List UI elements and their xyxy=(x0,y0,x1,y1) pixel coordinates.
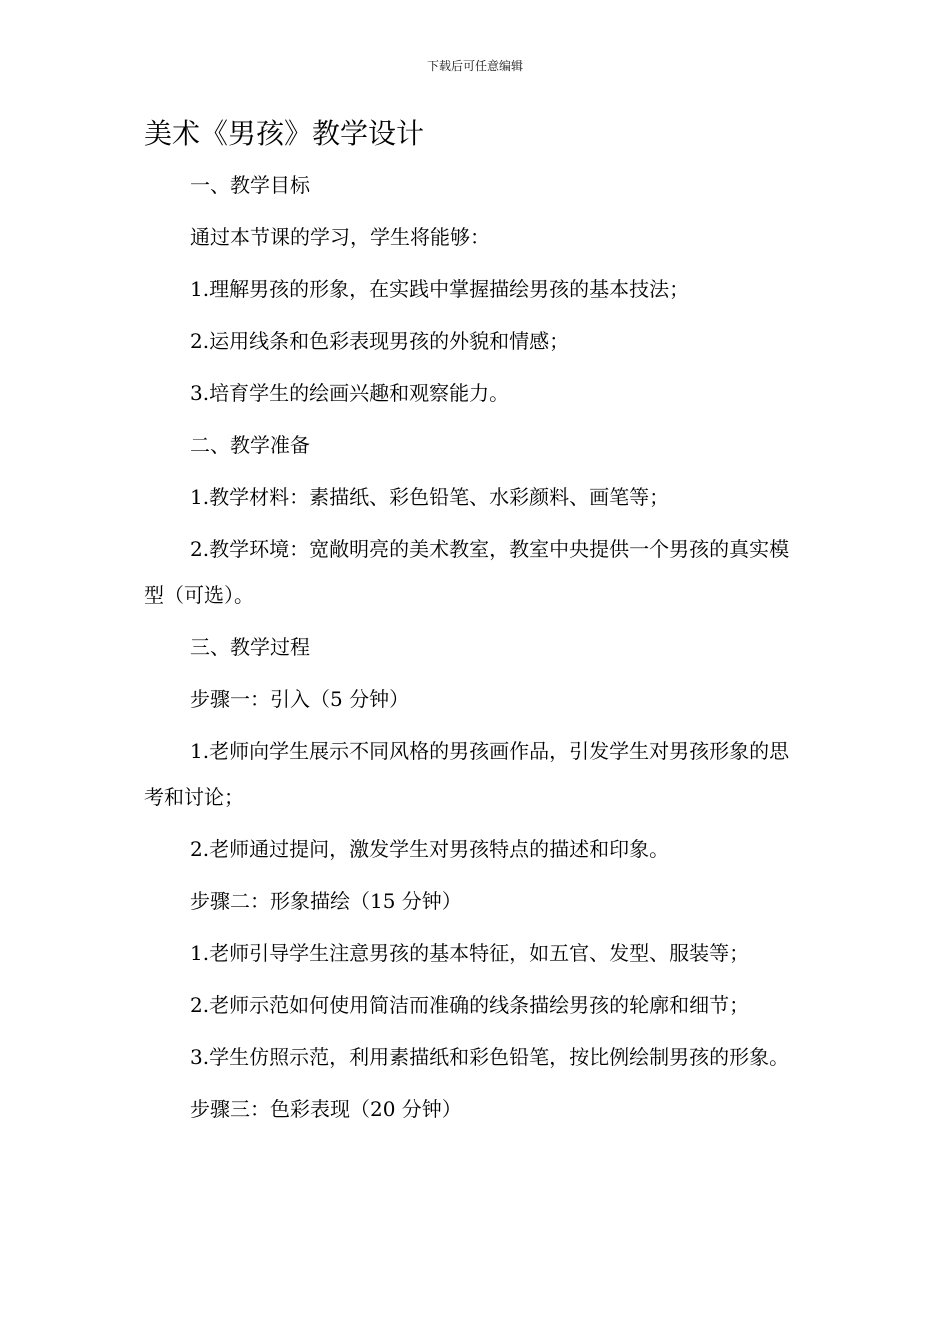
step-heading-2: 步骤二：形象描绘（15 分钟） xyxy=(190,889,462,913)
list-item-step1-2: 2.老师通过提问，激发学生对男孩特点的描述和印象。 xyxy=(190,837,670,861)
section-heading-preparation: 二、教学准备 xyxy=(190,433,310,457)
paragraph-intro: 通过本节课的学习，学生将能够： xyxy=(190,225,490,249)
page-header: 下载后可任意编辑 xyxy=(426,59,523,73)
section-heading-objectives: 一、教学目标 xyxy=(190,173,310,197)
list-item-environment: 2.教学环境：宽敞明亮的美术教室，教室中央提供一个男孩的真实模型（可选）。 xyxy=(144,537,790,607)
step-heading-1: 步骤一：引入（5 分钟） xyxy=(190,687,410,711)
list-item-objective-3: 3.培育学生的绘画兴趣和观察能力。 xyxy=(190,381,510,405)
step-heading-3: 步骤三：色彩表现（20 分钟） xyxy=(190,1097,462,1121)
list-item-step2-3: 3.学生仿照示范，利用素描纸和彩色铅笔，按比例绘制男孩的形象。 xyxy=(190,1045,790,1069)
list-item-step2-1: 1.老师引导学生注意男孩的基本特征，如五官、发型、服装等； xyxy=(190,941,750,965)
list-item-objective-1: 1.理解男孩的形象，在实践中掌握描绘男孩的基本技法； xyxy=(190,277,690,301)
list-item-objective-2: 2.运用线条和色彩表现男孩的外貌和情感； xyxy=(190,329,570,353)
list-item-step2-2: 2.老师示范如何使用简洁而准确的线条描绘男孩的轮廓和细节； xyxy=(190,993,750,1017)
section-heading-process: 三、教学过程 xyxy=(190,635,310,659)
list-item-materials: 1.教学材料：素描纸、彩色铅笔、水彩颜料、画笔等； xyxy=(190,485,670,509)
list-item-step1-1: 1.老师向学生展示不同风格的男孩画作品，引发学生对男孩形象的思考和讨论； xyxy=(144,739,790,809)
document-title: 美术《男孩》教学设计 xyxy=(144,117,425,150)
document-body xyxy=(144,167,808,1143)
